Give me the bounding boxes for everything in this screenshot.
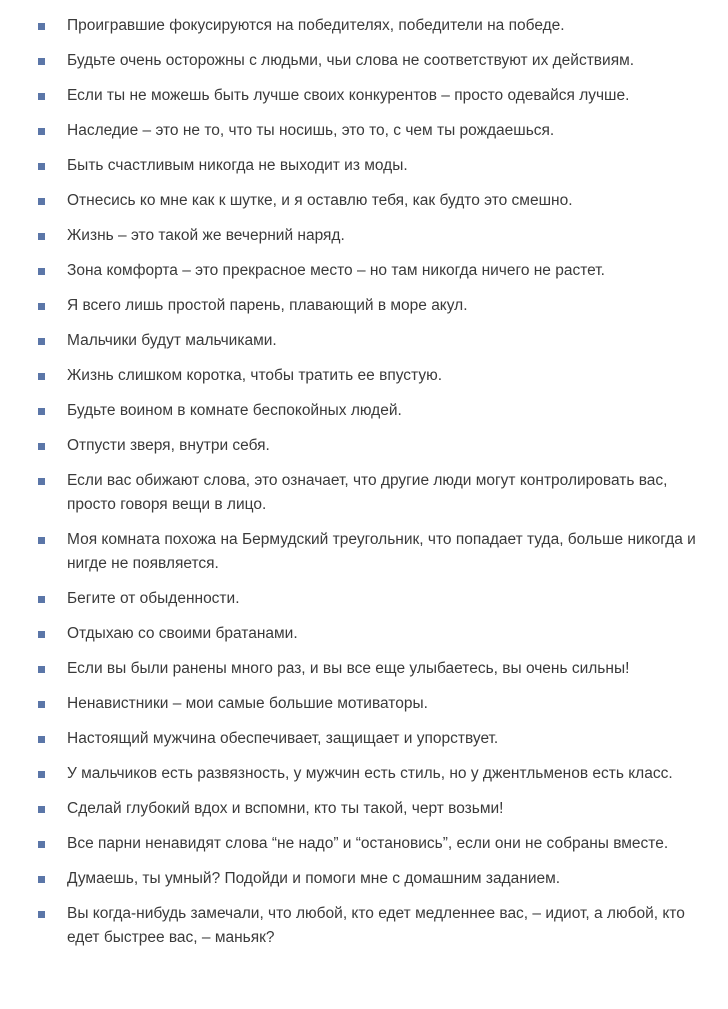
list-item — [0, 622, 728, 646]
list-item — [0, 119, 728, 143]
quote-text: Отдыхаю со своими братанами. — [67, 625, 298, 642]
quote-text: Проигравшие фокусируются на победителях, победители на победе. — [67, 17, 565, 34]
square-bullet-icon — [38, 841, 45, 848]
quote-text: Все парни ненавидят слова “не надо” и “остановись”, если они не собраны вместе. — [67, 835, 669, 852]
square-bullet-icon — [38, 771, 45, 778]
list-item — [0, 294, 728, 318]
list-item — [0, 902, 728, 950]
quote-text: Мальчики будут мальчиками. — [67, 332, 277, 349]
list-item — [0, 329, 728, 353]
square-bullet-icon — [38, 128, 45, 135]
square-bullet-icon — [38, 596, 45, 603]
list-item — [0, 797, 728, 821]
square-bullet-icon — [38, 443, 45, 450]
list-item — [0, 434, 728, 458]
list-item — [0, 189, 728, 213]
quote-text: Будьте воином в комнате беспокойных людей. — [67, 402, 402, 419]
quote-text: У мальчиков есть развязность, у мужчин есть стиль, но у джентльменов есть класс. — [67, 765, 673, 782]
square-bullet-icon — [38, 303, 45, 310]
square-bullet-icon — [38, 198, 45, 205]
square-bullet-icon — [38, 666, 45, 673]
square-bullet-icon — [38, 268, 45, 275]
square-bullet-icon — [38, 478, 45, 485]
list-item — [0, 84, 728, 108]
list-item — [0, 399, 728, 423]
quote-text: Если вас обижают слова, это означает, что другие люди могут контролировать вас, просто говоря вещи в лицо. — [67, 472, 668, 513]
list-item — [0, 364, 728, 388]
quote-text: Жизнь слишком коротка, чтобы тратить ее впустую. — [67, 367, 443, 384]
square-bullet-icon — [38, 233, 45, 240]
list-item — [0, 224, 728, 248]
list-item — [0, 154, 728, 178]
square-bullet-icon — [38, 701, 45, 708]
square-bullet-icon — [38, 408, 45, 415]
square-bullet-icon — [38, 806, 45, 813]
quote-text: Отпусти зверя, внутри себя. — [67, 437, 270, 454]
quote-text: Если вы были ранены много раз, и вы все еще улыбаетесь, вы очень сильны! — [67, 660, 630, 677]
list-item — [0, 762, 728, 786]
square-bullet-icon — [38, 876, 45, 883]
list-item — [0, 727, 728, 751]
list-item — [0, 587, 728, 611]
list-item — [0, 692, 728, 716]
quote-text: Вы когда-нибудь замечали, что любой, кто едет медленнее вас, – идиот, а любой, кто едет быстрее вас, – маньяк? — [67, 905, 685, 946]
square-bullet-icon — [38, 736, 45, 743]
list-item — [0, 867, 728, 891]
quote-text: Моя комната похожа на Бермудский треугольник, что попадает туда, больше никогда и нигде не появляется. — [67, 531, 696, 572]
list-item — [0, 528, 728, 576]
square-bullet-icon — [38, 93, 45, 100]
quote-text: Бегите от обыденности. — [67, 590, 240, 607]
square-bullet-icon — [38, 23, 45, 30]
list-item — [0, 259, 728, 283]
square-bullet-icon — [38, 373, 45, 380]
square-bullet-icon — [38, 631, 45, 638]
list-item — [0, 832, 728, 856]
quote-text: Будьте очень осторожны с людьми, чьи слова не соответствуют их действиям. — [67, 52, 635, 69]
square-bullet-icon — [38, 338, 45, 345]
list-item — [0, 469, 728, 517]
quote-text: Настоящий мужчина обеспечивает, защищает и упорствует. — [67, 730, 499, 747]
quote-text: Наследие – это не то, что ты носишь, это то, с чем ты рождаешься. — [67, 122, 555, 139]
quote-text: Ненавистники – мои самые большие мотиваторы. — [67, 695, 428, 712]
quote-text: Быть счастливым никогда не выходит из моды. — [67, 157, 408, 174]
quote-text: Зона комфорта – это прекрасное место – но там никогда ничего не растет. — [67, 262, 605, 279]
quote-text: Если ты не можешь быть лучше своих конкурентов – просто одевайся лучше. — [67, 87, 630, 104]
quote-text: Сделай глубокий вдох и вспомни, кто ты такой, черт возьми! — [67, 800, 504, 817]
list-item — [0, 657, 728, 681]
quote-text: Жизнь – это такой же вечерний наряд. — [67, 227, 345, 244]
quote-text: Отнесись ко мне как к шутке, и я оставлю тебя, как будто это смешно. — [67, 192, 573, 209]
list-item — [0, 49, 728, 73]
quote-text: Думаешь, ты умный? Подойди и помоги мне с домашним заданием. — [67, 870, 561, 887]
quote-text: Я всего лишь простой парень, плавающий в море акул. — [67, 297, 468, 314]
square-bullet-icon — [38, 58, 45, 65]
square-bullet-icon — [38, 911, 45, 918]
list-item — [0, 14, 728, 38]
square-bullet-icon — [38, 163, 45, 170]
square-bullet-icon — [38, 537, 45, 544]
